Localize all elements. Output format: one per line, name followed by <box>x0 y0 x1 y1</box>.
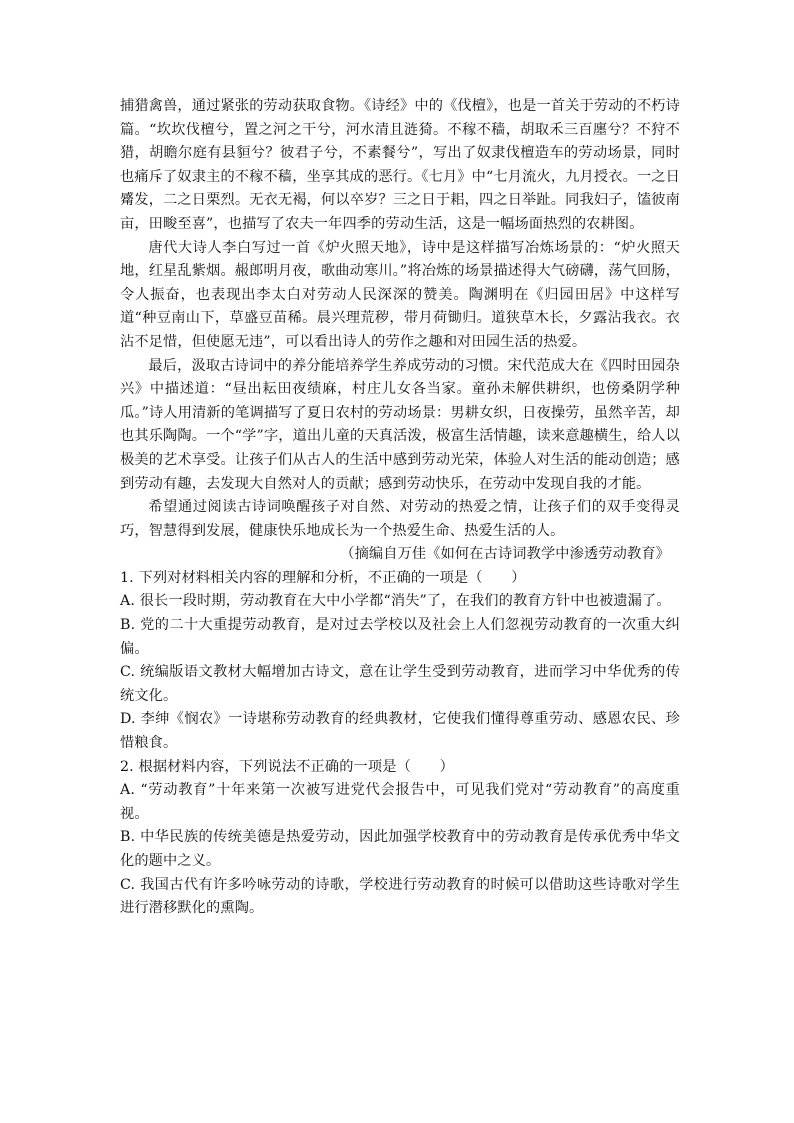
option-a: A. 很长一段时期，劳动教育在大中小学都“消失”了，在我们的教育方针中也被遗漏了。 <box>120 593 671 610</box>
question-2 <box>120 756 680 921</box>
passage-paragraph-4: 希望通过阅读古诗词唤醒孩子对自然、对劳动的热爱之情，让孩子们的双手变得灵巧，智慧得到发展，健康快乐地成长为一个热爱生命、热爱生活的人。 <box>120 499 680 539</box>
question-stem: 2. 根据材料内容，下列说法不正确的一项是（ ） <box>120 758 454 775</box>
passage-paragraph-3: 最后，汲取古诗词中的养分能培养学生养成劳动的习惯。宋代范成大在《四时田园杂兴》中描述道：“昼出耘田夜绩麻，村庄儿女各当家。童孙未解供耕织，也傍桑阴学种瓜。”诗人用清新的笔调描写了夏日农村的劳动场景：男耕女织，日夜操劳，虽然辛苦，却也其乐陶陶。一个“学”字，道出儿童的天真活泼，极富生活情趣，读来意趣横生，给人以极美的艺术享受。让孩子们从古人的生活中感到劳动光荣，体验人对生活的能动创造；感到劳动有趣，去发现大自然对人的贡献；感到劳动快乐，在劳动中发现自我的才能。 <box>120 357 680 492</box>
option-c: C. 我国古代有许多吟咏劳动的诗歌，学校进行劳动教育的时候可以借助这些诗歌对学生进行潜移默化的熏陶。 <box>120 876 680 917</box>
passage-source: （摘编自万佳《如何在古诗词教学中渗透劳动教育》 <box>340 546 670 563</box>
passage-paragraph-1: 捕猎禽兽，通过紧张的劳动获取食物。《诗经》中的《伐檀》，也是一首关于劳动的不朽诗篇。“坎坎伐檀兮，置之河之干兮，河水清且涟猗。不稼不穑，胡取禾三百廛兮？不狩不猎，胡瞻尔庭有县貆兮？彼君子兮，不素餐兮”，写出了奴隶伐檀造车的劳动场景，同时也痛斥了奴隶主的不稼不穑，坐享其成的恶行。《七月》中“七月流火，九月授衣。一之日觱发，二之日栗烈。无衣无褐，何以卒岁？三之日于耜，四之日举趾。同我妇子，馌彼南亩，田畯至喜”，也描写了农夫一年四季的劳动生活，这是一幅场面热烈的农耕图。 <box>120 98 680 232</box>
option-c: C. 统编版语文教材大幅增加古诗文，意在让学生受到劳动教育，进而学习中华优秀的传统文化。 <box>120 664 680 704</box>
page-content <box>120 95 680 921</box>
question-1 <box>120 567 680 756</box>
question-stem: 1. 下列对材料相关内容的理解和分析，不正确的一项是（ ） <box>120 569 526 586</box>
passage-paragraph-2: 唐代大诗人李白写过一首《炉火照天地》，诗中是这样描写冶炼场景的：“炉火照天地，红星乱紫烟。赧郎明月夜，歌曲动寒川。”将冶炼的场景描述得大气磅礴，荡气回肠，令人振奋，也表现出李太白对劳动人民深深的赞美。陶渊明在《归园田居》中这样写道“种豆南山下，草盛豆苗稀。晨兴理荒秽，带月荷锄归。道狭草木长，夕露沾我衣。衣沾不足惜，但使愿无违”，可以看出诗人的劳作之趣和对田园生活的热爱。 <box>120 239 680 350</box>
option-b: B. 党的二十大重提劳动教育，是对过去学校以及社会上人们忽视劳动教育的一次重大纠偏。 <box>120 617 680 657</box>
option-a: A. “劳动教育”十年来第一次被写进党代会报告中，可见我们党对“劳动教育”的高度重视。 <box>120 782 680 822</box>
option-b: B. 中华民族的传统美德是热爱劳动，因此加强学校教育中的劳动教育是传承优秀中华文化的题中之义。 <box>120 829 680 869</box>
option-d: D. 李绅《悯农》一诗堪称劳动教育的经典教材，它使我们懂得尊重劳动、感恩农民、珍惜粮食。 <box>120 711 680 752</box>
